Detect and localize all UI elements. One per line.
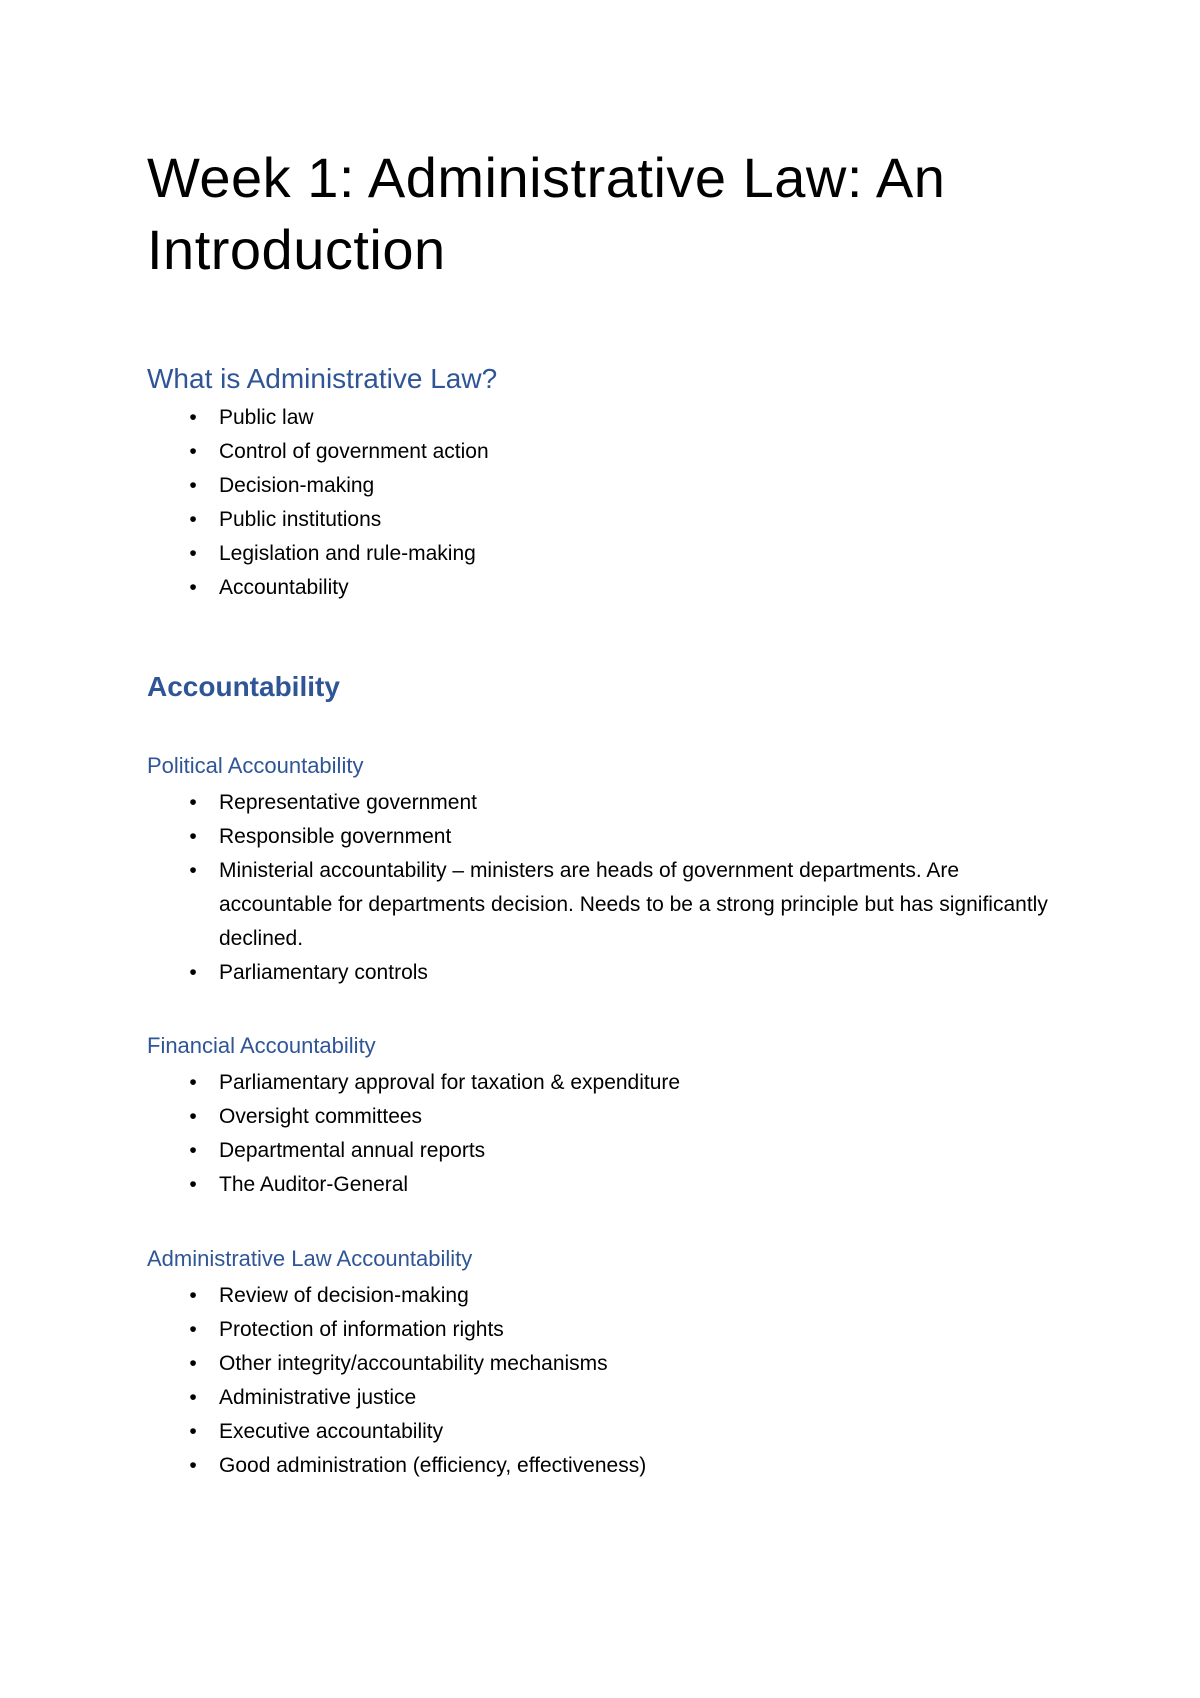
list-item: • Accountability bbox=[183, 571, 1053, 605]
bullet-icon: • bbox=[189, 542, 197, 565]
list-item: • Oversight committees bbox=[183, 1100, 1053, 1134]
bullet-icon: • bbox=[189, 859, 197, 882]
bullet-icon: • bbox=[189, 1284, 197, 1307]
list-item: • Public institutions bbox=[183, 503, 1053, 537]
list-item: • Control of government action bbox=[183, 435, 1053, 469]
subheading-political-accountability: Political Accountability bbox=[147, 753, 364, 778]
bullet-icon: • bbox=[189, 1386, 197, 1409]
bullet-icon: • bbox=[189, 1454, 197, 1477]
list-item: • Public law bbox=[183, 401, 1053, 435]
bullet-icon: • bbox=[189, 791, 197, 814]
list-item: • The Auditor-General bbox=[183, 1168, 1053, 1202]
list-item: • Legislation and rule-making bbox=[183, 537, 1053, 571]
list-item: • Responsible government bbox=[183, 820, 1053, 854]
bullet-icon: • bbox=[189, 1318, 197, 1341]
section-heading-accountability: Accountability bbox=[147, 671, 340, 702]
list-item: • Parliamentary controls bbox=[183, 956, 1053, 990]
bullet-icon: • bbox=[189, 406, 197, 429]
list-item: • Parliamentary approval for taxation & expenditure bbox=[183, 1066, 1053, 1100]
bullet-icon: • bbox=[189, 1352, 197, 1375]
bullet-icon: • bbox=[189, 576, 197, 599]
subheading-financial-accountability: Financial Accountability bbox=[147, 1033, 376, 1058]
list-item: • Ministerial accountability – ministers are heads of government departments. Are accountable for departments decision. Needs to be a strong principle but has significantly declined. bbox=[183, 854, 1053, 956]
list-item: • Executive accountability bbox=[183, 1415, 1053, 1449]
bullet-icon: • bbox=[189, 1173, 197, 1196]
bullet-icon: • bbox=[189, 825, 197, 848]
list-item: • Protection of information rights bbox=[183, 1313, 1053, 1347]
financial-accountability-list bbox=[183, 1066, 1053, 1202]
list-item: • Review of decision-making bbox=[183, 1279, 1053, 1313]
political-accountability-list bbox=[183, 786, 1053, 990]
bullet-icon: • bbox=[189, 1071, 197, 1094]
bullet-icon: • bbox=[189, 440, 197, 463]
section-heading-what-is: What is Administrative Law? bbox=[147, 363, 498, 394]
administrative-law-accountability-list bbox=[183, 1279, 1053, 1483]
list-item: • Representative government bbox=[183, 786, 1053, 820]
what-is-list bbox=[183, 401, 1053, 605]
list-item: • Good administration (efficiency, effectiveness) bbox=[183, 1449, 1053, 1483]
list-item: • Decision-making bbox=[183, 469, 1053, 503]
bullet-icon: • bbox=[189, 1420, 197, 1443]
bullet-icon: • bbox=[189, 1139, 197, 1162]
bullet-icon: • bbox=[189, 1105, 197, 1128]
bullet-icon: • bbox=[189, 474, 197, 497]
list-item: • Departmental annual reports bbox=[183, 1134, 1053, 1168]
bullet-icon: • bbox=[189, 508, 197, 531]
list-item: • Other integrity/accountability mechanisms bbox=[183, 1347, 1053, 1381]
document-title: Week 1: Administrative Law: An Introduction bbox=[147, 146, 946, 281]
subheading-administrative-law-accountability: Administrative Law Accountability bbox=[147, 1246, 473, 1271]
list-item: • Administrative justice bbox=[183, 1381, 1053, 1415]
bullet-icon: • bbox=[189, 961, 197, 984]
